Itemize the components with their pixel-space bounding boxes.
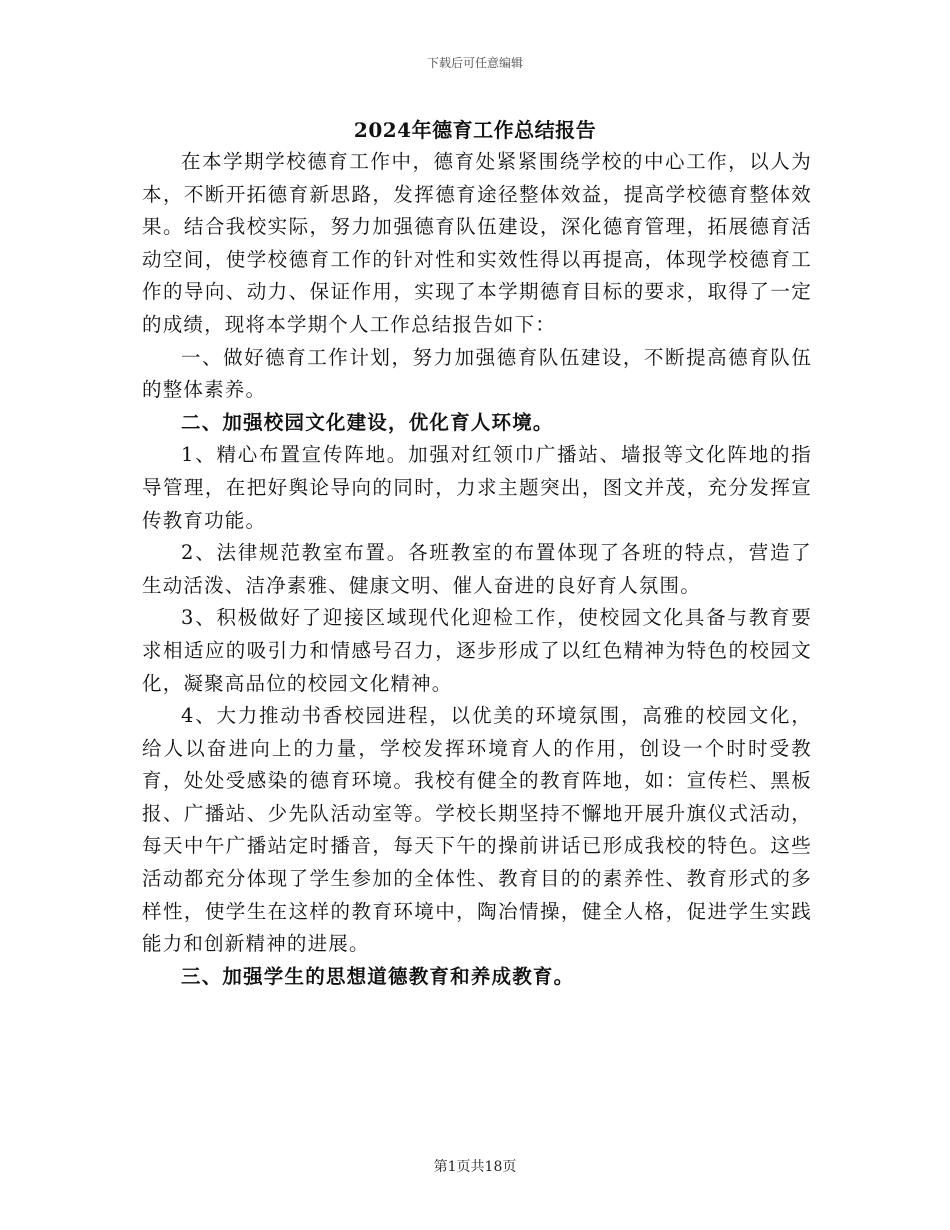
page-footer: 第1页共18页 <box>433 1159 517 1175</box>
item-1-paragraph: 1、精心布置宣传阵地。加强对红领巾广播站、墙报等文化阵地的指导管理，在把好舆论导向的同时，力求主题突出，图文并茂，充分发挥宣传教育功能。 <box>142 443 812 532</box>
section-two-heading: 二、加强校园文化建设，优化育人环境。 <box>181 410 554 434</box>
section-one-paragraph: 一、做好德育工作计划，努力加强德育队伍建设，不断提高德育队伍的整体素养。 <box>142 345 812 402</box>
section-three-heading: 三、加强学生的思想道德教育和养成教育。 <box>181 964 575 988</box>
item-3-paragraph: 3、积极做好了迎接区域现代化迎检工作，使校园文化具备与教育要求相适应的吸引力和情感号召力，逐步形成了以红色精神为特色的校园文化，凝聚高品位的校园文化精神。 <box>142 606 812 695</box>
header-note: 下载后可任意编辑 <box>426 56 523 70</box>
item-2-paragraph: 2、法律规范教室布置。各班教室的布置体现了各班的特点，营造了生动活泼、洁净素雅、健康文明、催人奋进的良好育人氛围。 <box>142 541 812 597</box>
document-body <box>142 146 812 993</box>
intro-paragraph: 在本学期学校德育工作中，德育处紧紧围绕学校的中心工作，以人为本，不断开拓德育新思路，发挥德育途径整体效益，提高学校德育整体效果。结合我校实际，努力加强德育队伍建设，深化德育管理，拓展德育活动空间，使学校德育工作的针对性和实效性得以再提高，体现学校德育工作的导向、动力、保证作用，实现了本学期德育目标的要求，取得了一定的成绩，现将本学期个人工作总结报告如下： <box>142 150 812 336</box>
item-4-paragraph: 4、大力推动书香校园进程，以优美的环境氛围，高雅的校园文化，给人以奋进向上的力量，学校发挥环境育人的作用，创设一个时时受教育，处处受感染的德育环境。我校有健全的教育阵地，如：宣传栏、黑板报、广播站、少先队活动室等。学校长期坚持不懈地开展升旗仪式活动，每天中午广播站定时播音，每天下午的操前讲话已形成我校的特色。这些活动都充分体现了学生参加的全体性、教育目的的素养性、教育形式的多样性，使学生在这样的教育环境中，陶冶情操，健全人格，促进学生实践能力和创新精神的进展。 <box>142 704 812 956</box>
document-title: 2024年德育工作总结报告 <box>353 118 597 142</box>
